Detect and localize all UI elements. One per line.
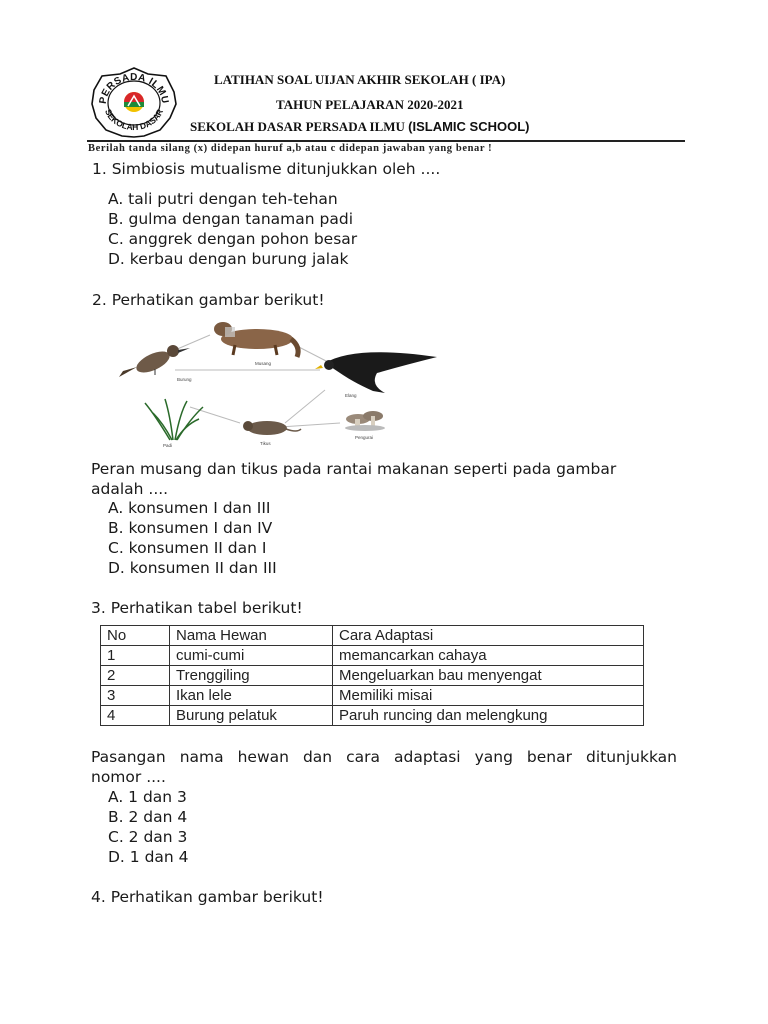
q2-stem-line2: adalah .... bbox=[91, 480, 169, 498]
table-cell: Memiliki misai bbox=[333, 686, 644, 706]
label-pengurai: Pengurai bbox=[355, 435, 374, 440]
bird-image bbox=[119, 345, 190, 377]
school-logo bbox=[88, 66, 180, 138]
table-cell: Mengeluarkan bau menyengat bbox=[333, 666, 644, 686]
logo-bottom-text: SEKOLAH DASAR bbox=[103, 107, 165, 133]
q3-stem-line2: nomor .... bbox=[91, 768, 166, 786]
table-cell: Paruh runcing dan melengkung bbox=[333, 706, 644, 726]
q1-option-c: C. anggrek dengan pohon besar bbox=[108, 230, 358, 248]
adaptation-table bbox=[100, 625, 644, 726]
table-cell: cumi-cumi bbox=[170, 646, 333, 666]
q3-stem-line1: Pasangan nama hewan dan cara adaptasi yang benar ditunjukkan bbox=[91, 748, 677, 766]
padi-image bbox=[145, 399, 203, 440]
q1-option-d: D. kerbau dengan burung jalak bbox=[108, 250, 349, 268]
table-cell: 1 bbox=[101, 646, 170, 666]
label-padi: Padi bbox=[163, 443, 173, 448]
q3-question: 3. Perhatikan tabel berikut! bbox=[91, 599, 303, 617]
table-cell: Trenggiling bbox=[170, 666, 333, 686]
q2-stem-line1: Peran musang dan tikus pada rantai makanan seperti pada gambar bbox=[91, 460, 617, 478]
pengurai-image bbox=[345, 411, 385, 431]
q2-option-b: B. konsumen I dan IV bbox=[108, 519, 273, 537]
table-cell: Ikan lele bbox=[170, 686, 333, 706]
q2-option-c: C. konsumen II dan I bbox=[108, 539, 267, 557]
q1-option-a: A. tali putri dengan teh-tehan bbox=[108, 190, 338, 208]
musang-image bbox=[214, 322, 298, 357]
table-cell: Burung pelatuk bbox=[170, 706, 333, 726]
label-elang: Elang bbox=[345, 393, 357, 398]
school-tag: (ISLAMIC SCHOOL) bbox=[408, 119, 530, 134]
header-divider bbox=[87, 140, 685, 142]
q3-option-a: A. 1 dan 3 bbox=[108, 788, 187, 806]
header-year: TAHUN PELAJARAN 2020-2021 bbox=[276, 97, 464, 112]
header-title: LATIHAN SOAL UIJAN AKHIR SEKOLAH ( IPA) bbox=[214, 72, 506, 87]
tikus-image bbox=[243, 421, 301, 435]
q3-option-c: C. 2 dan 3 bbox=[108, 828, 188, 846]
logo-top-text: PERSADA ILMU bbox=[97, 71, 171, 105]
q2-option-d: D. konsumen II dan III bbox=[108, 559, 277, 577]
table-row bbox=[101, 706, 644, 726]
table-row bbox=[101, 686, 644, 706]
school-name: SEKOLAH DASAR PERSADA ILMU bbox=[190, 119, 405, 134]
label-tikus: Tikus bbox=[260, 441, 271, 446]
table-header-cell: Cara Adaptasi bbox=[333, 626, 644, 646]
q2-option-a: A. konsumen I dan III bbox=[108, 499, 271, 517]
instruction-text: Berilah tanda silang (x) didepan huruf a,b atau c didepan jawaban yang benar ! bbox=[88, 143, 493, 154]
table-header-cell: Nama Hewan bbox=[170, 626, 333, 646]
table-header-cell: No bbox=[101, 626, 170, 646]
table-cell: 3 bbox=[101, 686, 170, 706]
header-school bbox=[190, 119, 529, 135]
table-cell: 2 bbox=[101, 666, 170, 686]
table-row bbox=[101, 666, 644, 686]
q1-question: 1. Simbiosis mutualisme ditunjukkan oleh .... bbox=[92, 160, 441, 178]
q3-option-d: D. 1 dan 4 bbox=[108, 848, 189, 866]
table-cell: memancarkan cahaya bbox=[333, 646, 644, 666]
table-cell: 4 bbox=[101, 706, 170, 726]
table-row bbox=[101, 646, 644, 666]
label-burung: Burung bbox=[177, 377, 192, 382]
q1-option-b: B. gulma dengan tanaman padi bbox=[108, 210, 353, 228]
q3-option-b: B. 2 dan 4 bbox=[108, 808, 188, 826]
elang-image bbox=[315, 352, 437, 393]
q2-question: 2. Perhatikan gambar berikut! bbox=[92, 291, 325, 309]
food-chain-diagram bbox=[115, 315, 445, 450]
label-musang: Musang bbox=[255, 361, 272, 366]
table-header-row bbox=[101, 626, 644, 646]
q4-question: 4. Perhatikan gambar berikut! bbox=[91, 888, 324, 906]
